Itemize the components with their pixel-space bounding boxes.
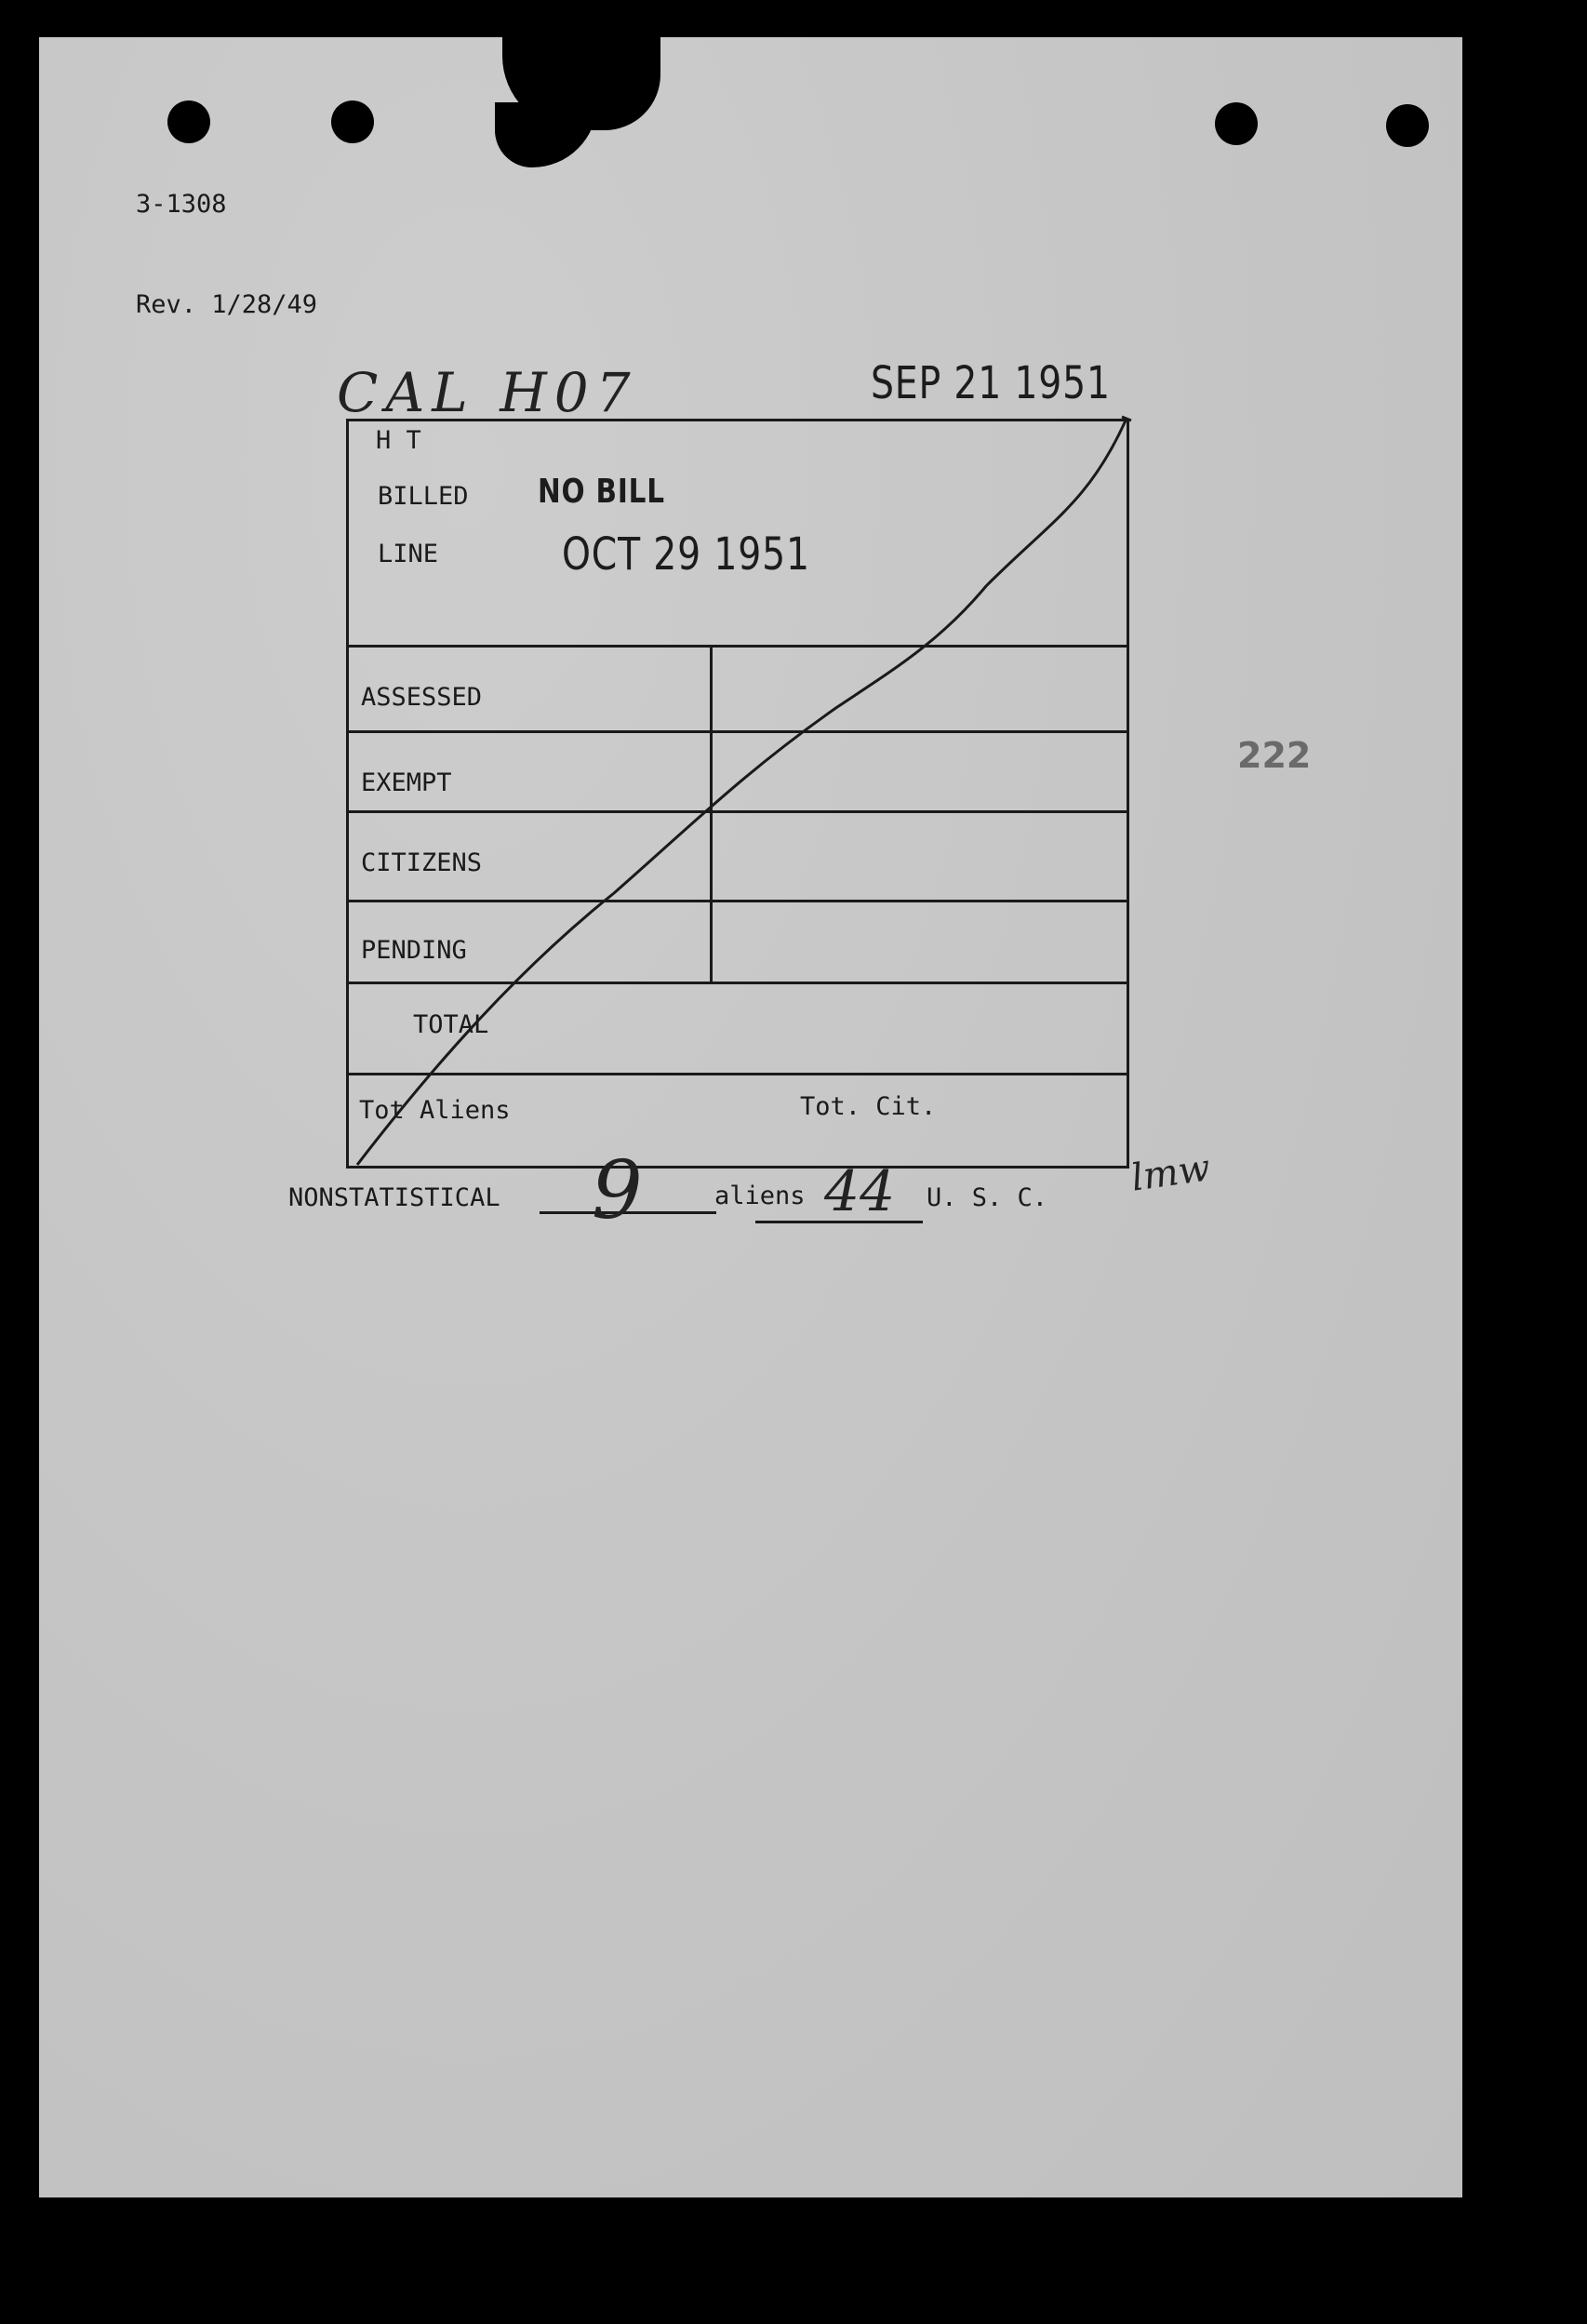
divider bbox=[346, 810, 1129, 813]
divider bbox=[346, 982, 1129, 984]
handwritten-code: CAL H07 bbox=[337, 361, 638, 424]
row-label-pending: PENDING bbox=[361, 936, 467, 965]
divider bbox=[346, 645, 1129, 648]
tot-aliens-label: Tot Aliens bbox=[359, 1096, 511, 1125]
form-number-block bbox=[136, 121, 317, 355]
row-label-assessed: ASSESSED bbox=[361, 683, 483, 712]
nonstatistical-label: NONSTATISTICAL bbox=[288, 1183, 500, 1212]
form-number: 3-1308 bbox=[136, 190, 227, 219]
divider bbox=[346, 730, 1129, 733]
punch-hole bbox=[331, 100, 374, 143]
divider bbox=[346, 1073, 1129, 1075]
aliens-count: 9 bbox=[592, 1144, 643, 1237]
clerk-initials: lmw bbox=[1128, 1146, 1213, 1200]
aliens-label: aliens bbox=[714, 1182, 806, 1210]
usc-count: 44 bbox=[824, 1159, 896, 1224]
punch-hole bbox=[1386, 104, 1429, 147]
tot-cit-label: Tot. Cit. bbox=[800, 1092, 937, 1121]
divider bbox=[346, 900, 1129, 902]
form-revision: Rev. 1/28/49 bbox=[136, 290, 318, 319]
side-number: 222 bbox=[1237, 735, 1312, 776]
row-label-citizens: CITIZENS bbox=[361, 848, 483, 877]
column-divider bbox=[710, 647, 713, 982]
punch-hole bbox=[1215, 102, 1258, 145]
total-label: TOTAL bbox=[413, 1010, 489, 1039]
billed-value: NO BILL bbox=[538, 473, 665, 511]
usc-label: U. S. C. bbox=[927, 1183, 1048, 1212]
billed-label: BILLED bbox=[378, 482, 469, 511]
line-date-stamp: OCT 29 1951 bbox=[562, 528, 810, 581]
date-stamp: SEP 21 1951 bbox=[871, 357, 1111, 409]
ht-label: H T bbox=[376, 426, 421, 455]
row-label-exempt: EXEMPT bbox=[361, 768, 452, 797]
line-label: LINE bbox=[378, 540, 439, 568]
